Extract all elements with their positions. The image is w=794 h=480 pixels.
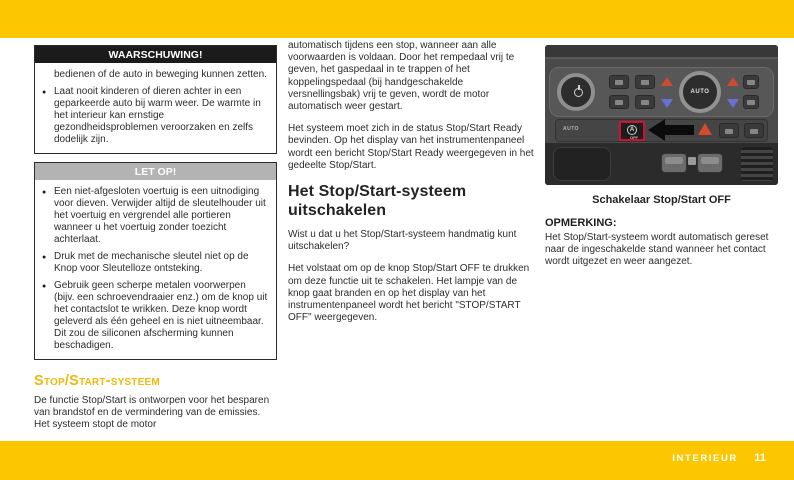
power-knob	[557, 73, 595, 111]
note-label: OPMERKING:	[545, 217, 617, 229]
middle-column	[288, 40, 535, 334]
climate-button	[609, 75, 629, 89]
power-icon	[574, 88, 583, 97]
vent-grille	[741, 147, 773, 181]
footer-section-label: INTERIEUR	[672, 453, 738, 464]
footer-page-number: 11	[754, 452, 766, 464]
climate-button	[719, 123, 739, 138]
right-column	[545, 45, 778, 279]
note-paragraph: Het Stop/Start-systeem wordt automatisch gereset naar de ingeschakelde stand wanneer het contact wordt uitgezet en weer aangezet.	[545, 232, 769, 268]
temp-up-icon	[727, 77, 739, 86]
window-icon	[688, 157, 696, 165]
temp-up-icon	[661, 77, 673, 86]
left-column	[34, 45, 277, 442]
climate-button	[609, 95, 629, 109]
stop-start-off-icon: A	[627, 125, 637, 135]
section-heading-stop-start: Stop/Start-systeem	[34, 373, 160, 389]
list-item: ● Druk met de mechanische sleutel niet op de Knop voor Sleutelloze ontsteking.	[42, 251, 268, 275]
dashboard-photo	[545, 45, 778, 185]
temp-down-icon	[661, 99, 673, 108]
stop-start-off-button-highlighted	[619, 121, 645, 141]
auto-knob	[679, 71, 721, 113]
list-item: ● Een niet-afgesloten voertuig is een uitnodiging voor dieven. Verwijder altijd de sleutelhouder uit het voertuig en vergrendel alle portieren wanneer u het voertuig zonder toezicht achterlaat.	[42, 186, 268, 246]
caution-box	[34, 162, 277, 360]
climate-button	[635, 95, 655, 109]
body-paragraph: Wist u dat u het Stop/Start-systeem handmatig kunt uitschakelen?	[288, 229, 517, 253]
climate-button	[635, 75, 655, 89]
subsection-heading-uitschakelen: Het Stop/Start-systeem uitschakelen	[288, 183, 467, 220]
body-paragraph: automatisch tijdens een stop, wanneer aan alle voorwaarden is voldaan. Door het rempedaal vrij te geven, het gaspedaal in te trappen of het koppelingspedaal (bij handgeschakelde versnellingsbak) vrij te geven, wordt de motor automatisch weer gestart.	[288, 40, 515, 113]
caution-box-body	[35, 180, 276, 359]
top-accent-bar	[0, 0, 794, 38]
warning-box	[34, 45, 277, 154]
temp-down-icon	[727, 99, 739, 108]
auto-knob-label: AUTO	[690, 89, 710, 95]
climate-button	[744, 123, 764, 138]
stop-start-off-text: OFF	[630, 135, 638, 140]
warning-bullet-list	[42, 86, 268, 146]
section-intro-paragraph: De functie Stop/Start is ontworpen voor het besparen van brandstof en de vermindering van de emissies. Het systeem stopt de motor	[34, 395, 270, 431]
caution-box-header: LET OP!	[35, 163, 276, 180]
list-item: ● Laat nooit kinderen of dieren achter in een geparkeerde auto bij warm weer. De warmte in het interieur kan ernstige gezondheidsproblemen veroorzaken en zelfs dodelijk zijn.	[42, 86, 268, 146]
photo-caption: Schakelaar Stop/Start OFF	[592, 194, 731, 206]
pointer-arrow-shaft	[664, 125, 694, 135]
climate-button	[743, 95, 759, 109]
warning-intro-text: bedienen of de auto in beweging kunnen zetten.	[54, 69, 267, 80]
window-switch	[697, 153, 723, 173]
body-paragraph: Het systeem moet zich in de status Stop/Start Ready bevinden. Op het display van het instrumentenpaneel wordt een bericht Stop/Start Ready weergegeven in het gedeelte Stop/Start.	[288, 123, 534, 171]
body-paragraph: Het volstaat om op de knop Stop/Start OFF te drukken om deze functie uit te schakelen. Het lampje van de knop gaat branden en op het display van het instrumentenpaneel wordt het bericht "STOP/START OFF" weergegeven.	[288, 263, 530, 324]
dash-lower-panel	[553, 147, 611, 181]
pointer-arrow-icon	[648, 119, 665, 141]
dash-trim	[545, 45, 778, 59]
list-item: ● Gebruik geen scherpe metalen voorwerpen (bijv. een schroevendraaier enz.) om de knop uit het contactslot te wrikken. Deze knop wordt geleverd als één geheel en is niet uitneembaar. Dit zou de siliconen afscherming kunnen beschadigen.	[42, 280, 268, 352]
caution-bullet-list	[42, 186, 268, 352]
hazard-warning-icon	[698, 123, 712, 135]
climate-button	[743, 75, 759, 89]
warning-box-header: WAARSCHUWING!	[35, 46, 276, 63]
footer-bar	[0, 441, 794, 480]
warning-box-body	[35, 63, 276, 153]
auto-mode-label: AUTO	[563, 126, 580, 132]
window-switch	[661, 153, 687, 173]
